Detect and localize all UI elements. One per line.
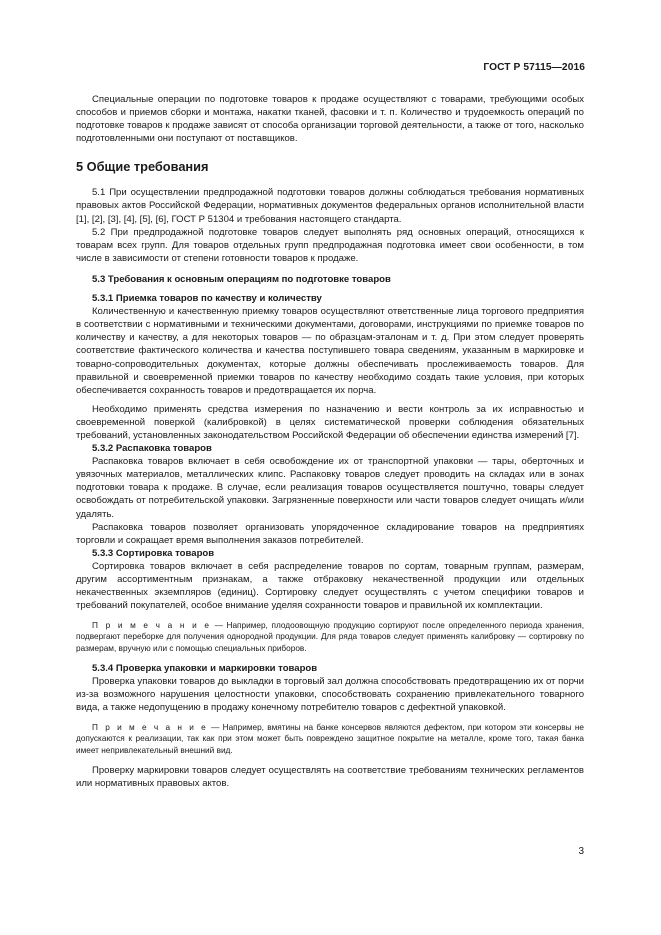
paragraph-5-2: 5.2 При предпродажной подготовке товаров следует выполнять ряд основных операций, относящихся к товарам всех групп. Для товаров отдельных групп предпродажная подготовка имеет свои особенности, в том числе в зависимости от степени готовности товаров к продаже.: [76, 226, 584, 264]
heading-5-3-4: 5.3.4 Проверка упаковки и маркировки товаров: [92, 662, 318, 674]
paragraph-5-3-3: Сортировка товаров включает в себя распределение товаров по сортам, товарным группам, размерам, другим ассортиментным признакам, а также отбраковку некачественной продукции или отдельных некачественных экземпляров (единиц). Сортировку следует осуществлять с учетом специфики товаров и требований покупателей, особое внимание уделяя сохранности товаров и правильной их комплектации.: [76, 560, 584, 612]
paragraph-5-3-2-b: Распаковка товаров позволяет организовать упорядоченное складирование товаров на предприятиях торговли и сокращает время выполнения заказов потребителей.: [76, 521, 584, 546]
heading-5-3-3: 5.3.3 Сортировка товаров: [92, 547, 215, 559]
page-number: 3: [578, 846, 584, 857]
paragraph-5-3-1-b: Необходимо применять средства измерения по назначению и вести контроль за их исправностью и своевременной поверкой (калибровкой) в целях систематической проверки соблюдения обязательных требований, установленных законодательством Российской Федерации об обеспечении единства измерений [7].: [76, 403, 584, 441]
note-5-3-4: [76, 722, 584, 756]
heading-5-3-1: 5.3.1 Приемка товаров по качеству и количеству: [92, 293, 322, 305]
note-text: — Например, плодоовощную продукцию сортируют после определенного периода хранения, подвергают переборке для получения однородной продукции. Для ряда товаров следует применять калибровку — сортировку по размерам, вручную или с помощью специальных приборов.: [76, 621, 584, 653]
standard-header: ГОСТ Р 57115—2016: [483, 62, 585, 73]
paragraph-5-3-1-a: Количественную и качественную приемку товаров осуществляют ответственные лица торгового предприятия в соответствии с нормативными и техническими документами, договорами, инструкциями по приемке товаров по количеству и качеству, а для некоторых товаров — по образцам-эталонам и т. д. При этом следует проверять соответствие фактического количества и качества поступившего товара сведениям, указанным в маркировке и товарно-сопроводительных документах, которые должны обеспечивать прослеживаемость товаров. Для правильной и своевременной приемки товаров по качеству необходимо создать такие условия, при которых обеспечивается сохранность товаров и предотвращается их порча.: [76, 306, 584, 396]
paragraph-5-3-4-b: Проверку маркировки товаров следует осуществлять на соответствие требованиям технических регламентов или нормативных правовых актов.: [76, 764, 584, 789]
heading-5-3: 5.3 Требования к основным операциям по подготовке товаров: [92, 273, 391, 285]
heading-5-3-2: 5.3.2 Распаковка товаров: [92, 443, 212, 455]
paragraph-5-3-4-a: Проверка упаковки товаров до выкладки в торговый зал должна способствовать предотвращению их от порчи из-за возможного нарушения целостности упаковки, способствовать сохранению привлекательного товарного вида, а также недопущению в продажу конечному потребителю товаров с дефектной упаковкой.: [76, 675, 584, 714]
paragraph-5-3-2-a: Распаковка товаров включает в себя освобождение их от транспортной упаковки — тары, оберточных и увязочных материалов, металлических клипс. Распаковку товаров следует проводить на складах или в зонах подготовки товара к продаже. В случае, если реализация товаров осуществляется поштучно, товары следует освобождать от потребительской упаковки. Загрязненные поверхности или части товаров следует очищать и/или удалять.: [76, 456, 584, 520]
note-5-3-3: [76, 620, 584, 654]
section-title: 5 Общие требования: [76, 159, 209, 175]
note-label: П р и м е ч а н и е: [92, 621, 211, 631]
note-label: П р и м е ч а н и е: [92, 723, 208, 733]
paragraph-5-1: 5.1 При осуществлении предпродажной подготовки товаров должны соблюдаться требования нормативных правовых актов Российской Федерации, нормативных документов федеральных органов исполнительной власти [1], [2], [3], [4], [5], [6], ГОСТ Р 51304 и требования настоящего стандарта.: [76, 187, 584, 225]
note-text: — Например, вмятины на банке консервов являются дефектом, при котором эти консервы не допускаются к реализации, так как при этом может быть повреждено защитное покрытие на металле, кроме того, такая банка имеет непривлекательный внешний вид.: [76, 723, 584, 755]
document-body: [76, 93, 584, 790]
intro-paragraph: Специальные операции по подготовке товаров к продаже осуществляют с товарами, требующими особых способов и приемов сборки и монтажа, накатки тканей, фасовки и т. п. Количество и трудоемкость операций по подготовке товаров к продаже зависят от способа организации торговой деятельности, а также от того, насколько подготовленными они поступают от поставщиков.: [76, 94, 584, 145]
